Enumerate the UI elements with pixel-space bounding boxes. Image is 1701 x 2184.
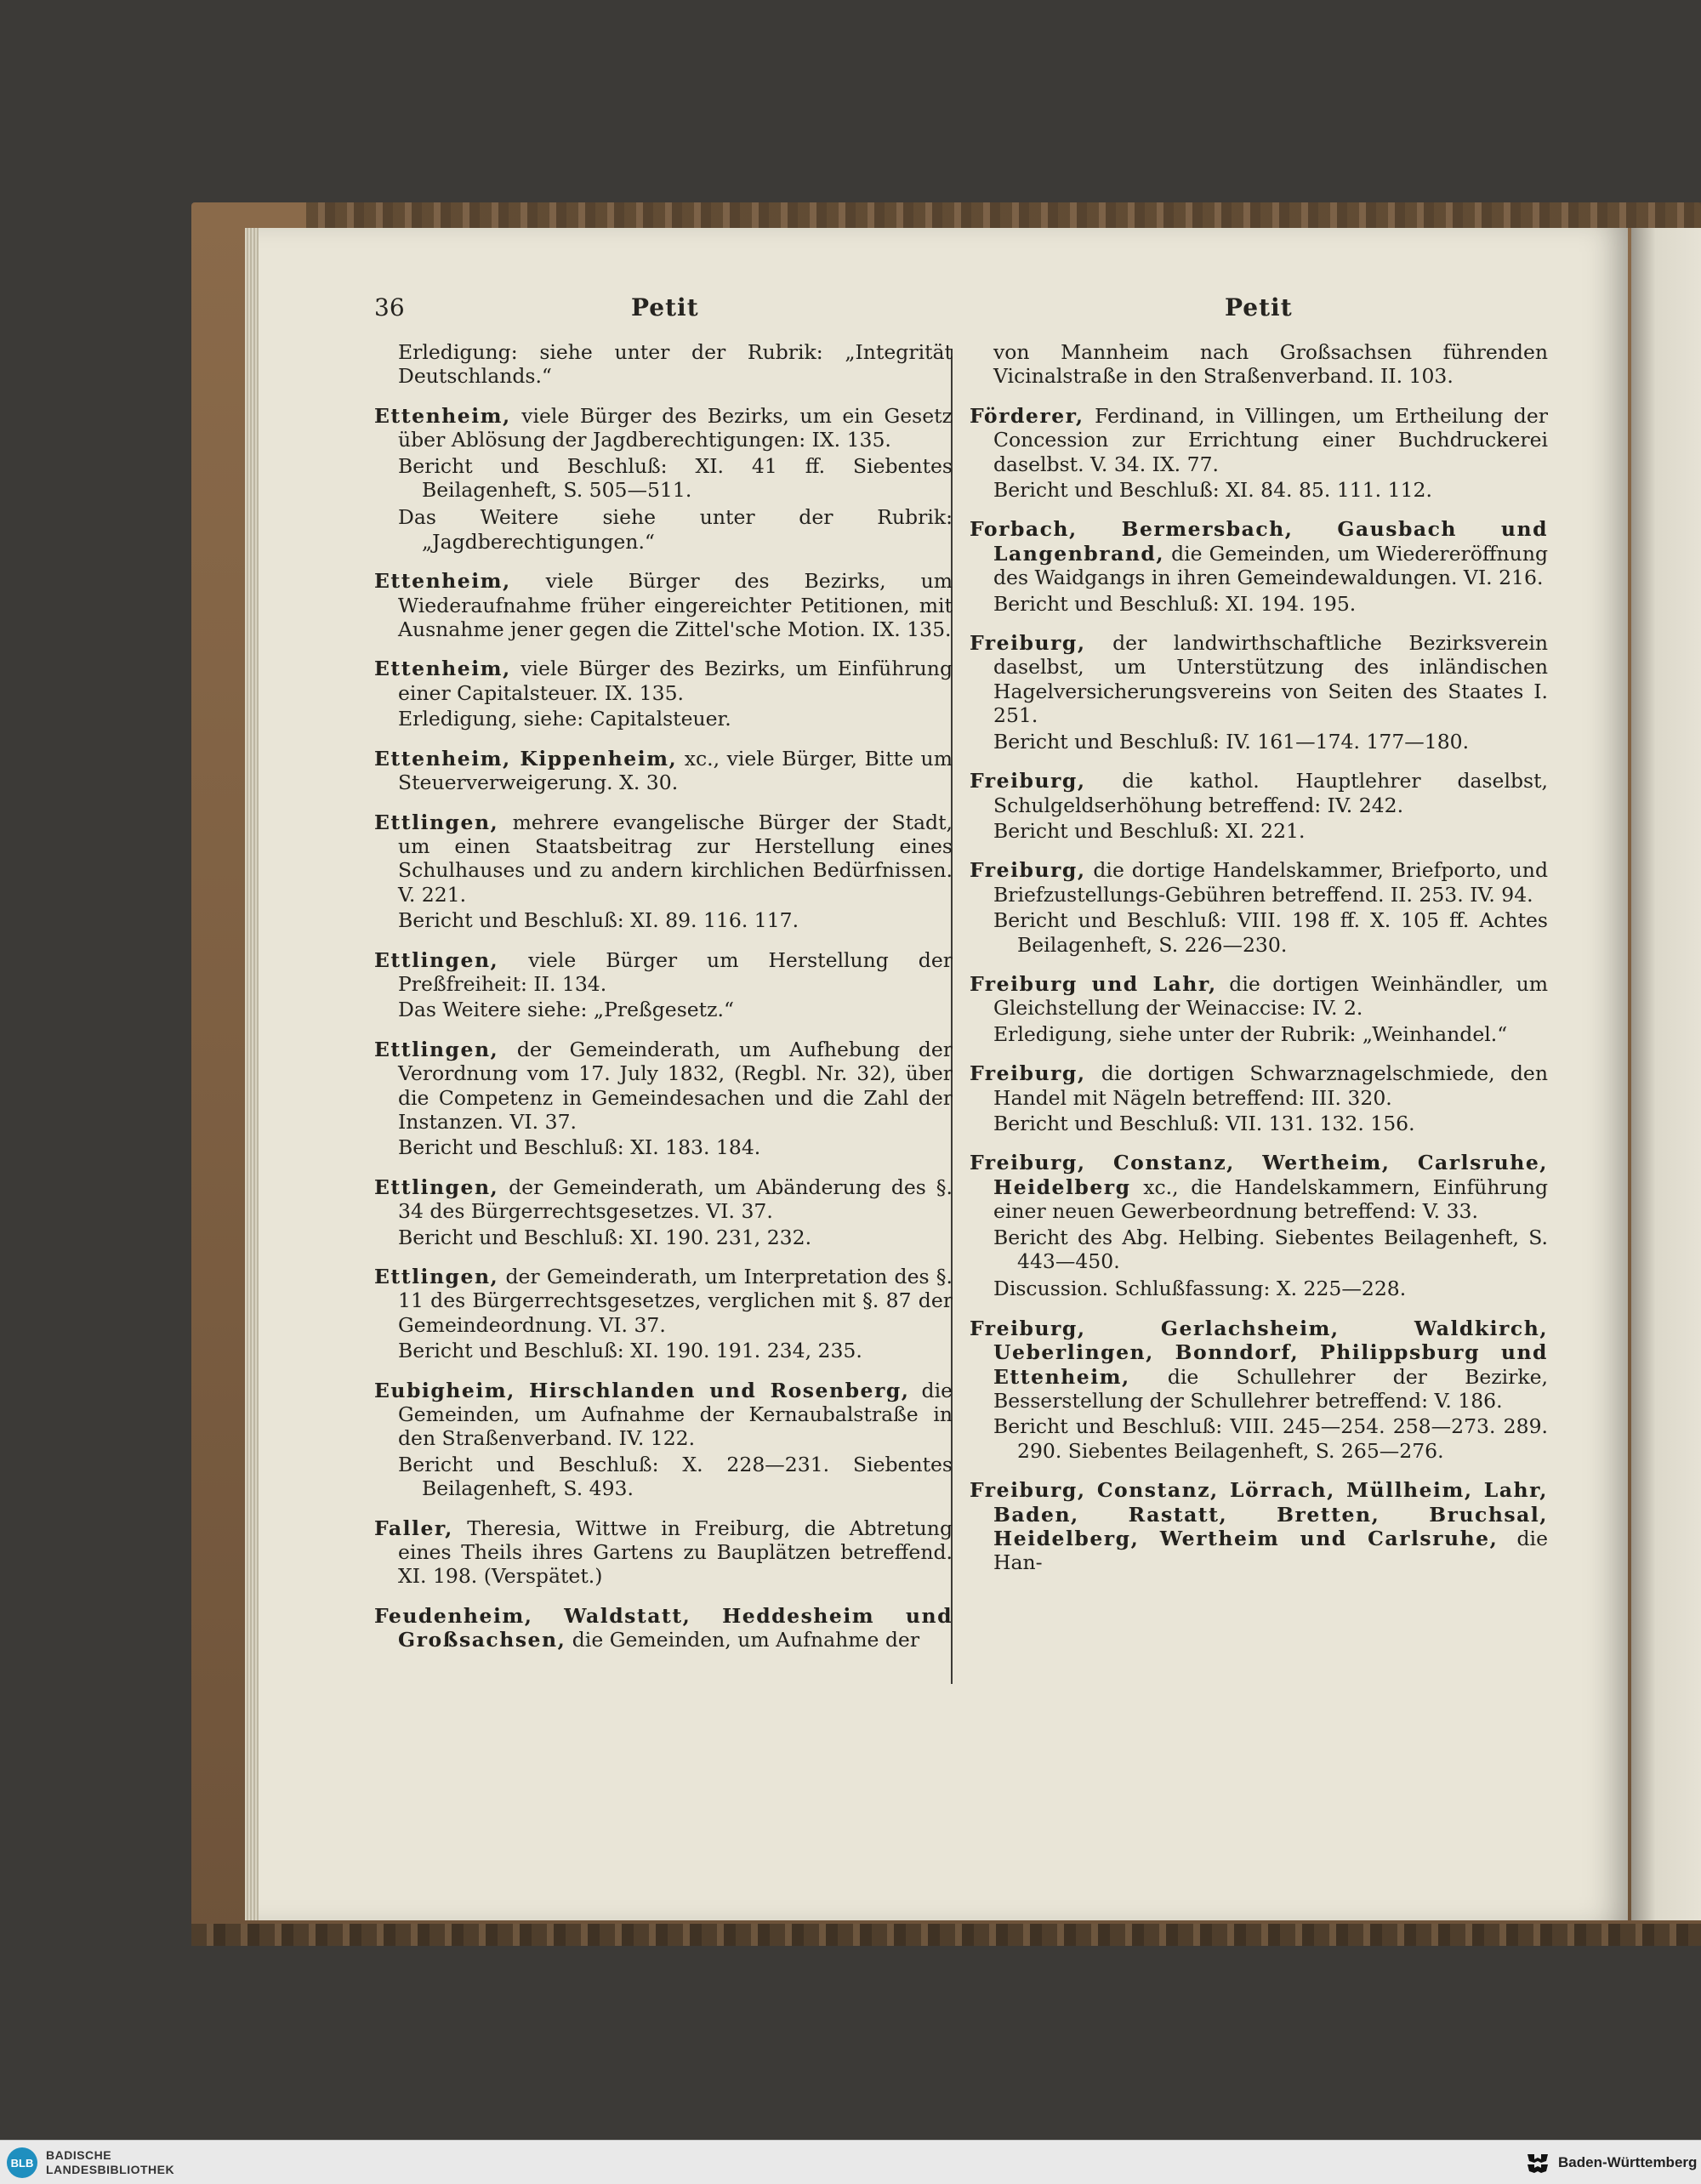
entry-keyword: Ettenheim, <box>374 403 511 428</box>
blb-line-1: BADISCHE <box>46 2148 112 2162</box>
blb-line-2: LANDESBIBLIOTHEK <box>46 2163 175 2176</box>
book-edge-top <box>306 202 1701 228</box>
entry-text: xc., die Handelskammern, Einführung einer neuen Gewerbeordnung betreffend: V. 33. <box>993 1174 1548 1224</box>
entry-keyword: Ettlingen, <box>374 1265 499 1288</box>
entry-text: xc., viele Bürger, Bitte um Steuerverweigerung. X. 30. <box>398 746 953 795</box>
viewer-footer <box>0 2140 1701 2184</box>
index-entry <box>374 1379 953 1501</box>
entry-main-text <box>374 569 953 641</box>
entry-keyword: Ettlingen, <box>374 1174 499 1199</box>
entry-main-text <box>374 747 953 795</box>
index-entry <box>374 340 953 389</box>
index-entry <box>374 747 953 795</box>
entry-main-text <box>970 340 1548 389</box>
entry-main-text <box>970 1061 1548 1110</box>
entry-text: die dortigen Schwarznagelschmiede, den Handel mit Nägeln betreffend: III. 320. <box>993 1061 1548 1110</box>
entry-text: der landwirthschaftliche Bezirksverein daselbst, um Unterstützung des inländischen Hagelversicherungsvereins von Seiten des Staates I. 251. <box>993 631 1548 728</box>
index-entry <box>374 810 953 933</box>
entry-subline: Bericht und Beschluß: XI. 190. 191. 234, 235. <box>398 1339 862 1363</box>
entry-text: viele Bürger des Bezirks, um Einführung einer Capitalsteuer. IX. 135. <box>398 657 953 705</box>
entry-subline: Bericht und Beschluß: IV. 161—174. 177—180. <box>993 729 1470 754</box>
entry-text: viele Bürger des Bezirks, um Wiederaufnahme früher eingereichter Petitionen, mit Ausnahme jener gegen die Zittel'sche Motion. IX. 135. <box>398 569 953 642</box>
index-entry <box>374 1038 953 1160</box>
blb-name[interactable] <box>46 2148 174 2177</box>
entry-keyword: Freiburg, Constanz, Lörrach, Müllheim, Lahr, Baden, Rastatt, Bretten, Bruchsal, Heidelberg, Wertheim und Carlsruhe, <box>970 1478 1548 1551</box>
index-entry <box>374 1516 953 1589</box>
entry-main-text <box>374 404 953 452</box>
entry-main-text <box>970 972 1548 1021</box>
entry-main-text <box>374 1038 953 1135</box>
baden-wuerttemberg-lions-icon <box>1524 2151 1551 2175</box>
entry-keyword: Freiburg, <box>970 858 1086 883</box>
entry-text: mehrere evangelische Bürger der Stadt, um einen Staatsbeitrag zur Herstellung eines Schulhauses und zu andern kirchlichen Bedürfnissen. V. 221. <box>398 810 953 907</box>
entry-main-text <box>970 858 1548 907</box>
entry-text: viele Bürger des Bezirks, um ein Gesetz über Ablösung der Jagdberechtigungen: IX. 135. <box>398 403 953 452</box>
entry-text: die Gemeinden, um Aufnahme der <box>572 1628 920 1652</box>
page-number: 36 <box>374 293 405 321</box>
index-entry <box>374 1175 953 1249</box>
entry-keyword: Ettlingen, <box>374 947 499 972</box>
entry-main-text <box>374 810 953 907</box>
index-entry <box>970 404 1548 503</box>
entry-text: Ferdinand, in Villingen, um Ertheilung der Concession zur Errichtung einer Buchdruckerei daselbst. V. 34. IX. 77. <box>993 403 1548 476</box>
index-entry <box>970 1478 1548 1575</box>
index-entry <box>970 1151 1548 1300</box>
entry-main-text <box>374 1516 953 1589</box>
index-entry <box>374 948 953 1022</box>
book-edge-bottom <box>191 1924 1701 1946</box>
entry-subline: Bericht und Beschluß: VIII. 198 ff. X. 105 ff. Achtes Beilagenheft, S. 226—230. <box>993 908 1548 957</box>
index-entry <box>970 769 1548 843</box>
entry-subline: Bericht und Beschluß: XI. 183. 184. <box>398 1135 761 1160</box>
entry-keyword: Förderer, <box>970 403 1084 428</box>
entry-main-text <box>970 1317 1548 1413</box>
entry-keyword: Freiburg, <box>970 1061 1086 1086</box>
entry-main-text <box>970 517 1548 589</box>
index-entry <box>970 972 1548 1046</box>
entry-text: viele Bürger um Herstellung der Preßfreiheit: II. 134. <box>398 947 953 996</box>
index-entry <box>970 858 1548 957</box>
index-entry <box>970 1061 1548 1135</box>
index-entry <box>374 657 953 731</box>
entry-keyword: Eubigheim, Hirschlanden und Rosenberg, <box>374 1378 910 1402</box>
entry-subline: Erledigung, siehe unter der Rubrik: „Weinhandel.“ <box>993 1021 1508 1046</box>
left-column <box>374 340 953 1668</box>
entry-text: der Gemeinderath, um Aufhebung der Verordnung vom 17. July 1832, (Regbl. Nr. 32), über die Competenz in Gemeindesachen und die Zahl der Instanzen. VI. 37. <box>398 1037 953 1134</box>
entry-keyword: Ettenheim, <box>374 657 511 681</box>
page-stack <box>245 228 259 1920</box>
entry-text: von Mannheim nach Großsachsen führenden Vicinalstraße in den Straßenverband. II. 103. <box>993 340 1548 389</box>
entry-keyword: Freiburg, <box>970 769 1086 793</box>
facing-page-edge <box>1631 228 1701 1920</box>
index-entry <box>374 404 953 554</box>
entry-subline: Bericht und Beschluß: XI. 194. 195. <box>993 591 1357 616</box>
index-entry <box>970 517 1548 616</box>
entry-main-text <box>374 1265 953 1337</box>
entry-keyword: Ettenheim, <box>374 569 511 594</box>
entry-subline: Das Weitere siehe: „Preßgesetz.“ <box>398 998 734 1022</box>
blb-logo-icon[interactable]: BLB <box>7 2147 37 2178</box>
entry-subline: Das Weitere siehe unter der Rubrik: „Jagdberechtigungen.“ <box>398 505 953 554</box>
entry-text: die dortigen Weinhändler, um Gleichstellung der Weinaccise: IV. 2. <box>993 971 1548 1021</box>
running-head-left: Petit <box>631 293 699 321</box>
index-entry <box>374 1604 953 1652</box>
index-entry <box>970 340 1548 389</box>
entry-main-text <box>374 1175 953 1224</box>
entry-subline: Erledigung, siehe: Capitalsteuer. <box>398 707 731 731</box>
entry-subline: Bericht und Beschluß: XI. 84. 85. 111. 112. <box>993 478 1432 503</box>
entry-subline: Bericht und Beschluß: XI. 190. 231, 232. <box>398 1225 812 1249</box>
index-entry <box>374 569 953 641</box>
bw-label[interactable]: Baden-Württemberg <box>1558 2154 1698 2170</box>
entry-keyword: Freiburg und Lahr, <box>970 971 1217 996</box>
entry-text: die dortige Handelskammer, Briefporto, und Briefzustellungs-Gebühren betreffend. II. 253. IV. 94. <box>993 858 1548 907</box>
entry-main-text <box>970 631 1548 728</box>
entry-keyword: Ettenheim, Kippenheim, <box>374 746 678 771</box>
entry-text: der Gemeinderath, um Interpretation des §. 11 des Bürgerrechtsgesetzes, verglichen mit §. 87 der Gemeindeordnung. VI. 37. <box>398 1265 953 1337</box>
entry-main-text <box>374 1604 953 1652</box>
entry-subline: Bericht und Beschluß: VII. 131. 132. 156. <box>993 1111 1415 1135</box>
entry-subline: Discussion. Schlußfassung: X. 225—228. <box>993 1277 1407 1301</box>
entry-keyword: Ettlingen, <box>374 810 499 834</box>
entry-keyword: Forbach, Bermersbach, Gausbach und Langenbrand, <box>970 517 1548 566</box>
entry-main-text <box>970 1478 1548 1575</box>
entry-text: der Gemeinderath, um Abänderung des §. 34 des Bürgerrechtsgesetzes. VI. 37. <box>398 1174 953 1224</box>
entry-main-text <box>374 948 953 997</box>
entry-keyword: Feudenheim, Waldstatt, Heddesheim und Großsachsen, <box>374 1603 953 1652</box>
entry-main-text <box>374 1379 953 1451</box>
entry-text: Erledigung: siehe unter der Rubrik: „Integrität Deutschlands.“ <box>398 340 953 389</box>
index-entry <box>374 1265 953 1363</box>
entry-keyword: Freiburg, <box>970 631 1086 656</box>
entry-main-text <box>374 340 953 389</box>
entry-main-text <box>970 404 1548 476</box>
entry-text: die Gemeinden, um Wiedereröffnung des Waidgangs in ihren Gemeindewaldungen. VI. 216. <box>993 541 1548 590</box>
entry-main-text <box>970 769 1548 817</box>
entry-text: die Gemeinden, um Aufnahme der Kernaubalstraße in den Straßenverband. IV. 122. <box>398 1378 953 1451</box>
entry-main-text <box>374 657 953 705</box>
entry-subline: Bericht und Beschluß: XI. 221. <box>993 818 1306 843</box>
index-entry <box>970 631 1548 754</box>
entry-text: Theresia, Wittwe in Freiburg, die Abtretung eines Theils ihres Gartens zu Bauplätzen betreffend. XI. 198. (Verspätet.) <box>398 1516 953 1589</box>
entry-subline: Bericht und Beschluß: X. 228—231. Siebentes Beilagenheft, S. 493. <box>398 1452 953 1501</box>
entry-text: die Schullehrer der Bezirke, Besserstellung der Schullehrer betreffend: V. 186. <box>993 1364 1548 1413</box>
entry-keyword: Faller, <box>374 1516 453 1540</box>
entry-keyword: Ettlingen, <box>374 1037 499 1061</box>
right-column <box>970 340 1548 1590</box>
entry-text: die Han- <box>993 1527 1548 1575</box>
entry-subline: Bericht und Beschluß: XI. 89. 116. 117. <box>398 908 799 933</box>
index-entry <box>970 1317 1548 1463</box>
entry-text: die kathol. Hauptlehrer daselbst, Schulgeldserhöhung betreffend: IV. 242. <box>993 769 1548 817</box>
entry-main-text <box>970 1151 1548 1223</box>
entry-keyword: Freiburg, Gerlachsheim, Waldkirch, Ueberlingen, Bonndorf, Philippsburg und Ettenheim, <box>970 1316 1548 1389</box>
running-head-right: Petit <box>1225 293 1293 321</box>
entry-keyword: Freiburg, Constanz, Wertheim, Carlsruhe, Heidelberg <box>970 1151 1548 1199</box>
entry-subline: Bericht und Beschluß: VIII. 245—254. 258—273. 289. 290. Siebentes Beilagenheft, S. 265—276. <box>993 1414 1548 1463</box>
entry-subline: Bericht des Abg. Helbing. Siebentes Beilagenheft, S. 443—450. <box>993 1225 1548 1273</box>
entry-subline: Bericht und Beschluß: XI. 41 ff. Siebentes Beilagenheft, S. 505—511. <box>398 453 953 503</box>
